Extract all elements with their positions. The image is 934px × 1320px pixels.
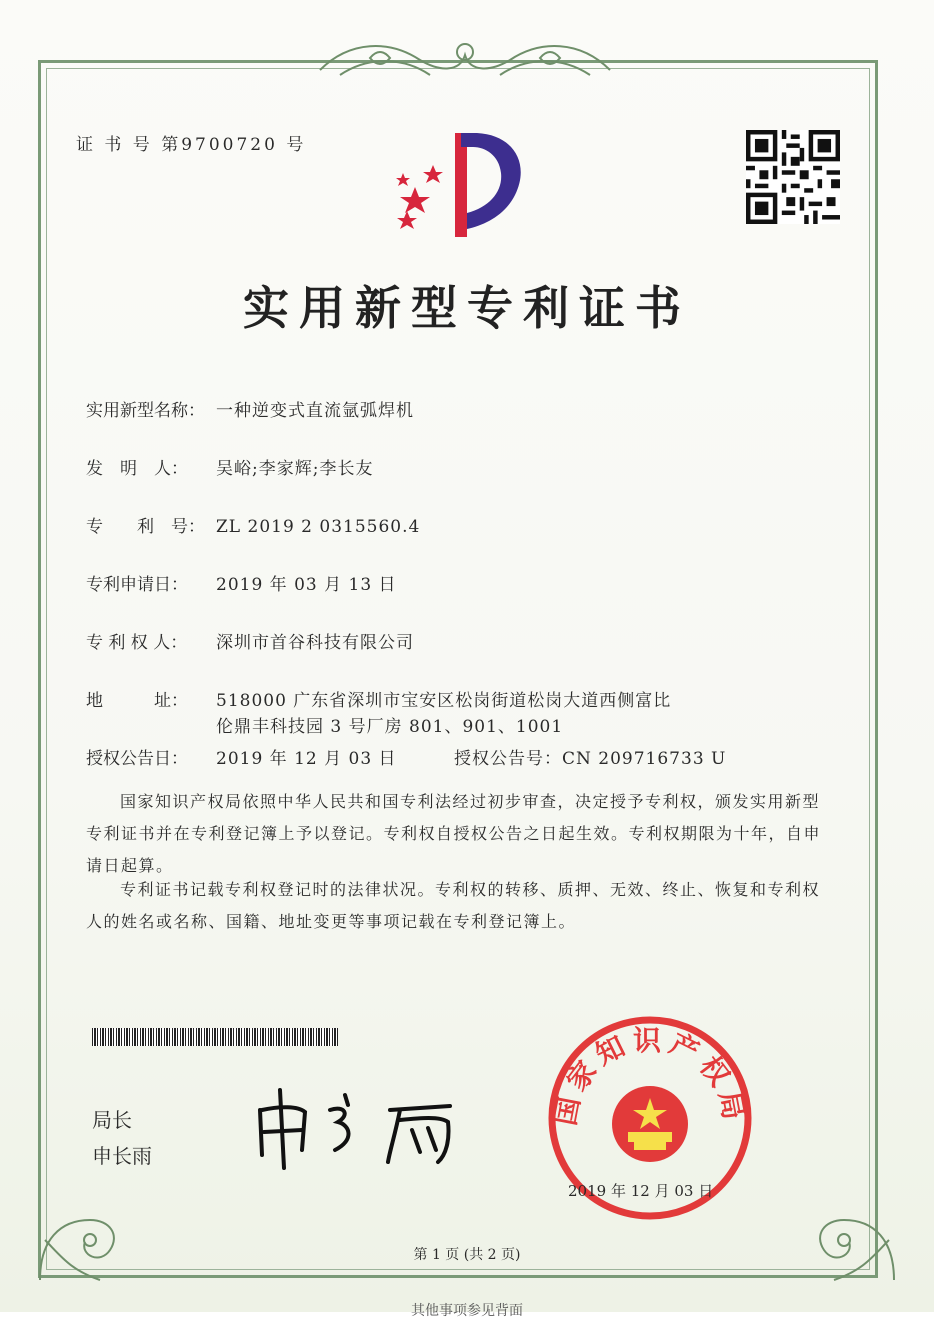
field-value: 一种逆变式直流氩弧焊机 <box>216 401 414 421</box>
signatory-title: 局长 <box>92 1108 132 1132</box>
field-value: ZL 2019 2 0315560.4 <box>216 517 421 537</box>
qr-code-icon <box>746 130 840 224</box>
field-address-line2: 伦鼎丰科技园 3 号厂房 801、901、1001 <box>216 717 564 737</box>
field-label: 发 明 人： <box>86 459 188 479</box>
field-label: 授权公告号： <box>454 749 562 769</box>
field-label: 专 利 权 人： <box>86 633 188 653</box>
field-value: CN 209716733 U <box>562 749 727 769</box>
footer-note: 其他事项参见背面 <box>411 1303 523 1319</box>
document-title: 实用新型专利证书 <box>243 281 691 335</box>
field-inventor <box>86 454 373 479</box>
field-value: 2019 年 12 月 03 日 <box>216 749 397 769</box>
field-value: 吴峪;李家辉;李长友 <box>216 459 374 479</box>
field-utility-model-name <box>86 396 414 421</box>
barcode-icon <box>92 1028 338 1046</box>
field-grant-date <box>86 744 397 769</box>
corner-ornament-left-icon <box>30 1180 140 1290</box>
field-value: 2019 年 03 月 13 日 <box>216 575 397 595</box>
certificate-number: 证 书 号 第9700720 号 <box>76 135 307 155</box>
field-grant-number <box>454 744 726 769</box>
body-paragraph: 专利证书记载专利权登记时的法律状况。专利权的转移、质押、无效、终止、恢复和专利权人的姓名或名称、国籍、地址变更等事项记载在专利登记簿上。 <box>86 880 821 931</box>
corner-ornament-right-icon <box>794 1180 904 1290</box>
field-patentee <box>86 628 414 653</box>
top-ornament-icon <box>310 30 620 90</box>
field-label: 实用新型名称： <box>86 401 205 421</box>
field-label: 授权公告日： <box>86 749 188 769</box>
field-filing-date <box>86 570 397 595</box>
seal-text: 国家知识产权局 <box>548 1024 752 1129</box>
field-label: 专利申请日： <box>86 575 188 595</box>
handwritten-signature <box>250 1080 470 1170</box>
seal-date: 2019 年 12 月 03 日 <box>568 1182 714 1200</box>
field-label: 专 利 号： <box>86 517 205 537</box>
field-value: 深圳市首谷科技有限公司 <box>216 633 414 653</box>
patent-logo-icon <box>385 125 535 245</box>
field-address <box>86 686 671 711</box>
signatory-name: 申长雨 <box>92 1144 152 1168</box>
field-patent-number <box>86 512 420 537</box>
body-paragraph: 国家知识产权局依照中华人民共和国专利法经过初步审查，决定授予专利权，颁发实用新型专利证书并在专利登记簿上予以登记。专利权自授权公告之日起生效。专利权期限为十年，自申请日起算。 <box>86 792 822 875</box>
field-label: 地 址： <box>86 691 188 711</box>
field-value: 518000 广东省深圳市宝安区松岗街道松岗大道西侧富比 <box>216 691 672 711</box>
page-indicator: 第 1 页 (共 2 页) <box>413 1247 521 1263</box>
